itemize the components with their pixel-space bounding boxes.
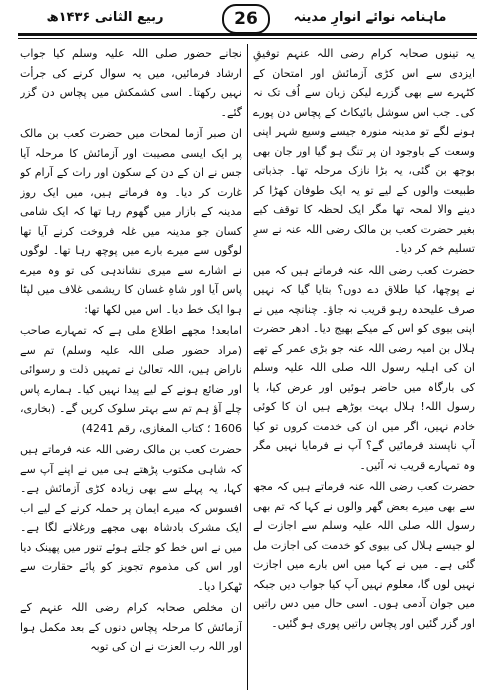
paragraph: نجانے حضور صلی اللہ علیہ وسلم کیا جواب ارشاد فرمائیں، میں یہ سوال کرنے کی جرأت نہیں رکھتا۔ اسی کشمکش میں پچاس دن گزر گئے۔ — [20, 47, 242, 119]
page-header — [0, 0, 495, 44]
magazine-title: ماہنامہ نوائے انوارِ مدینہ — [293, 10, 447, 25]
paragraph: یہ تینوں صحابہ کرام رضی اللہ عنہم توفیقِ ایزدی سے اس کڑی آزمائش اور امتحان کے کٹہرے سے بھی گزرے لیکن زبان سے اُف تک نہ کی۔ جب اس سوشل بائیکاٹ کے پچاس دن پورے ہونے لگے تو مدینہ منورہ جیسے وسیع شہر اپنی وسعت کے باوجود ان پر تنگ ہو گیا اور جان بھی بوجھ بن گئی، یہ بڑا نازک مرحلہ تھا۔ جذباتی طبیعت والوں کے لیے تو یہ ایک طوفان کھڑا کر دینے والا لمحہ تھا مگر ایک لحظہ کا توقف کیے بغیر حضرت کعب بن مالک رضی اللہ عنہ نے سرِ تسلیم خم کر دیا۔ — [253, 47, 475, 255]
column-divider — [247, 44, 248, 690]
paragraph: حضرت کعب بن مالک رضی اللہ عنہ فرماتے ہیں کہ شاہی مکتوب پڑھتے ہی میں نے اپنے آپ سے کہا، یہ پہلے سے بھی زیادہ کڑی آزمائش ہے۔ افسوس کہ میرے ایمان پر حملہ کرنے کے لیے اب ایک مشرک بادشاہ بھی مجھے ورغلانے لگا ہے۔ میں نے اس خط کو جلتے ہوئے تنور میں پھینک دیا اور اس کی مذموم تجویز کو پائے حقارت سے ٹھکرا دیا۔ — [20, 443, 242, 593]
issue-date: ربیع الثانی ۱۴۳۶ھ — [46, 10, 164, 25]
left-text-column — [20, 44, 242, 690]
paragraph: ان صبر آزما لمحات میں حضرت کعب بن مالک پر ایک ایسی مصیبت اور آزمائش کا مرحلہ آیا جس نے ان کے دن کے سکون اور رات کے آرام کو غارت کر دیا۔ وہ فرماتے ہیں، میں ایک روز مدینہ کے بازار میں گھوم رہا تھا کہ ایک شامی کسان جو مدینہ میں غلہ فروخت کرنے آیا تھا لوگوں سے میرے بارے میں پوچھ رہا تھا۔ لوگوں نے اشارے سے میری نشاندہی کی تو وہ میرے پاس آیا اور شاہِ غسان کا ریشمی غلاف میں لپٹا ہوا ایک خط دیا۔ اس میں لکھا تھا: — [20, 127, 242, 316]
paragraph: حضرت کعب رضی اللہ عنہ فرماتے ہیں کہ مجھ سے بھی میرے بعض گھر والوں نے کہا کہ تم بھی رسول اللہ صلی اللہ علیہ وسلم سے اجازت لے لو جیسے ہلال کی بیوی کو خدمت کی اجازت مل گئی ہے۔ میں نے کہا میں اس بارے میں اجازت نہیں لوں گا، معلوم نہیں آپ کیا جواب دیں جبکہ میں جوان آدمی ہوں۔ اسی حال میں دس راتیں اور گزر گئیں اور پچاس راتیں پوری ہو گئیں۔ — [253, 480, 475, 630]
paragraph: امابعد! مجھے اطلاع ملی ہے کہ تمہارے صاحب (مراد حضور صلی اللہ علیہ وسلم) تم سے ناراض ہیں، اللہ تعالیٰ نے تمہیں ذلت و رسوائی اور ضائع ہونے کے لیے پیدا نہیں کیا۔ ہمارے پاس چلے آؤ ہم تم سے بہتر سلوک کریں گے۔ (بخاری، 1606 ؛ کتاب المغازی، رقم 4241) — [20, 324, 242, 435]
paragraph: حضرت کعب رضی اللہ عنہ فرماتے ہیں کہ میں نے پوچھا، کیا طلاق دے دوں؟ بتایا گیا کہ نہیں صرف علیحدہ رہو قریب نہ جاؤ۔ چنانچہ میں نے اپنی بیوی کو اس کے میکے بھیج دیا۔ ادھر حضرت ہلال بن امیہ رضی اللہ عنہ جو بڑی عمر کے تھے ان کی اہلیہ رسول اللہ صلی اللہ علیہ وسلم کی بارگاہ میں حاضر ہوئیں اور عرض کیا، یا رسول اللہ! ہلال بہت بوڑھے ہیں ان کا کوئی خادم نہیں، اگر میں ان کی خدمت کروں تو کیا آپ ناپسند فرمائیں گے؟ آپ نے فرمایا نہیں مگر وہ تمہارے قریب نہ آئیں۔ — [253, 263, 475, 472]
header-rule-thin — [18, 38, 477, 39]
right-text-column — [253, 44, 475, 690]
paragraph: ان مخلص صحابہ کرام رضی اللہ عنہم کے آزمائش کا مرحلہ پچاس دنوں کے بعد مکمل ہوا اور اللہ رب العزت نے ان کی توبہ — [20, 601, 242, 653]
page-number: 26 — [222, 4, 270, 34]
header-rule — [18, 33, 477, 36]
